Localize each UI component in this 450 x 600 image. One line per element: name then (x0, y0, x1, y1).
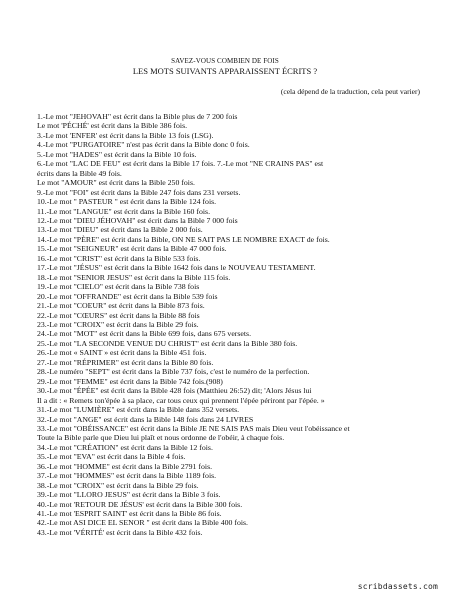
text-line: 6.-Le mot "LAC DE FEU" est écrit dans la Bible 17 fois. 7.-Le mot "NE CRAINS PAS" est (37, 159, 324, 169)
text-line: 37.-Le mot "HOMMES" est écrit dans la Bible 1189 fois. (37, 471, 217, 481)
text-line: 19.-Le mot "CIELO" est écrit dans la Bible 738 fois (37, 282, 200, 292)
text-line: 34.-Le mot "CRÉATION" est écrit dans la Bible 12 fois. (37, 442, 213, 452)
document-title-main: LES MOTS SUIVANTS APPARAISSENT ÉCRITS ? (132, 66, 318, 76)
text-line: 21.-Le mot "COEUR" est écrit dans la Bible 873 fois. (37, 301, 205, 311)
text-line: 29.-Le mot "FEMME" est écrit dans la Bible 742 fois.(908) (37, 376, 223, 386)
text-line: 12.-Le mot "DIEU JÉHOVAH" est écrit dans la Bible 7 000 fois (37, 215, 238, 225)
text-line: Le mot 'PÉCHÉ' est écrit dans la Bible 386 fois. (37, 121, 188, 131)
text-line: 25.-Le mot "LA SECONDE VENUE DU CHRIST" est écrit dans la Bible 380 fois. (37, 338, 298, 348)
text-line: 11.-Le mot "LANGUE" est écrit dans la Bible 160 fois. (37, 206, 211, 216)
text-line: 39.-Le mot "LLORO JESUS" est écrit dans la Bible 3 fois. (37, 490, 221, 500)
text-line: 42.-Le mot ASI DICE EL SENOR " est écrit dans la Bible 400 fois. (37, 518, 248, 528)
text-line: 36.-Le mot "HOMME" est écrit dans la Bible 2791 fois. (37, 461, 213, 471)
text-line: 4.-Le mot "PURGATOIRE" n'est pas écrit dans la Bible donc 0 fois. (37, 140, 250, 150)
text-line: 32.-Le mot "ANGE" est écrit dans la Bible 148 fois dans 24 LIVRES (37, 414, 254, 424)
text-line: 3.-Le mot 'ENFER' est écrit dans la Bible 13 fois (LSG). (37, 130, 214, 140)
text-line: 18.-Le mot "SENIOR JESUS" est écrit dans la Bible 115 fois. (37, 272, 231, 282)
text-line: 10.-Le mot " PASTEUR " est écrit dans la Bible 124 fois. (37, 197, 217, 207)
text-line: 24.-Le mot "MOT" est écrit dans la Bible 699 fois, dans 675 versets. (37, 329, 252, 339)
text-line: 15.-Le mot "SEIGNEUR" est écrit dans la Bible 47 000 fois. (37, 244, 227, 254)
document-body (37, 112, 432, 537)
text-line: 38.-Le mot "CROIX" est écrit dans la Bible 29 fois. (37, 480, 199, 490)
text-line: 27.-Le mot "RÉPRIMER" est écrit dans la Bible 80 fois. (37, 357, 214, 367)
text-line: 30.-Le mot "ÉPÉE" est écrit dans la Bible 428 fois (Matthieu 26:52) dit; 'Alors Jésus lui (37, 386, 312, 396)
text-line: 23.-Le mot "CROIX" est écrit dans la Bible 29 fois. (37, 319, 199, 329)
text-line: Le mot "AMOUR" est écrit dans la Bible 250 fois. (37, 178, 195, 188)
text-line: Toute la Bible parle que Dieu lui plaît et nous ordonne de l'obéir, à chaque fois. (37, 433, 285, 443)
text-line: 43.-Le mot 'VÉRITÉ' est écrit dans la Bible 432 fois. (37, 527, 203, 537)
text-line: 31.-Le mot "LUMIÈRE" est écrit dans la Bible dans 352 versets. (37, 405, 240, 415)
text-line: 40.-Le mot 'RETOUR DE JÉSUS' est écrit dans la Bible 300 fois. (37, 499, 243, 509)
text-line: 28.-Le numéro "SEPT" est écrit dans la Bible 737 fois, c'est le numéro de la perfection. (37, 367, 310, 377)
text-line: 26.-Le mot « SAINT » est écrit dans la Bible 451 fois. (37, 348, 207, 358)
watermark-url: scribdassets.com (357, 582, 438, 591)
text-line: 1.-Le mot "JEHOVAH" est écrit dans la Bible plus de 7 200 fois (37, 112, 238, 121)
text-line: 14.-Le mot "PÈRE" est écrit dans la Bible, ON NE SAIT PAS LE NOMBRE EXACT de fois. (37, 234, 330, 244)
text-line: 13.-Le mot "DIEU" est écrit dans la Bible 2 000 fois. (37, 225, 203, 235)
text-line: 41.-Le mot 'ESPRIT SAINT' est écrit dans la Bible 86 fois. (37, 509, 222, 519)
text-line: 33.-Le mot "OBÉISSANCE" est écrit dans la Bible JE NE SAIS PAS mais Dieu veut l'obéissance et (37, 423, 350, 433)
document-note: (cela dépend de la traduction, cela peut varier) (280, 87, 420, 96)
text-line: 20.-Le mot "OFFRANDE" est écrit dans la Bible 539 fois (37, 291, 218, 301)
text-line: 22.-Le mot "CŒURS" est écrit dans la Bible 88 fois (37, 310, 200, 320)
text-line: 5.-Le mot "HADES" est écrit dans la Bible 10 fois. (37, 149, 197, 159)
text-line: écrits dans la Bible 49 fois. (37, 168, 122, 178)
text-line: 35.-Le mot "EVA" est écrit dans la Bible 4 fois. (37, 452, 186, 462)
text-line: 16.-Le mot "CRIST" est écrit dans la Bible 533 fois. (37, 253, 201, 263)
text-line: Il a dit : « Remets ton'épée à sa place, car tous ceux qui prennent l'épée périront par l'épée. » (37, 395, 325, 405)
text-line: 17.-Le mot "JÉSUS" est écrit dans la Bible 1642 fois dans le NOUVEAU TESTAMENT. (37, 263, 316, 273)
text-line: 9.-Le mot "FOI" est écrit dans la Bible 247 fois dans 231 versets. (37, 187, 241, 197)
document-title-small: SAVEZ-VOUS COMBIEN DE FOIS (171, 57, 279, 65)
